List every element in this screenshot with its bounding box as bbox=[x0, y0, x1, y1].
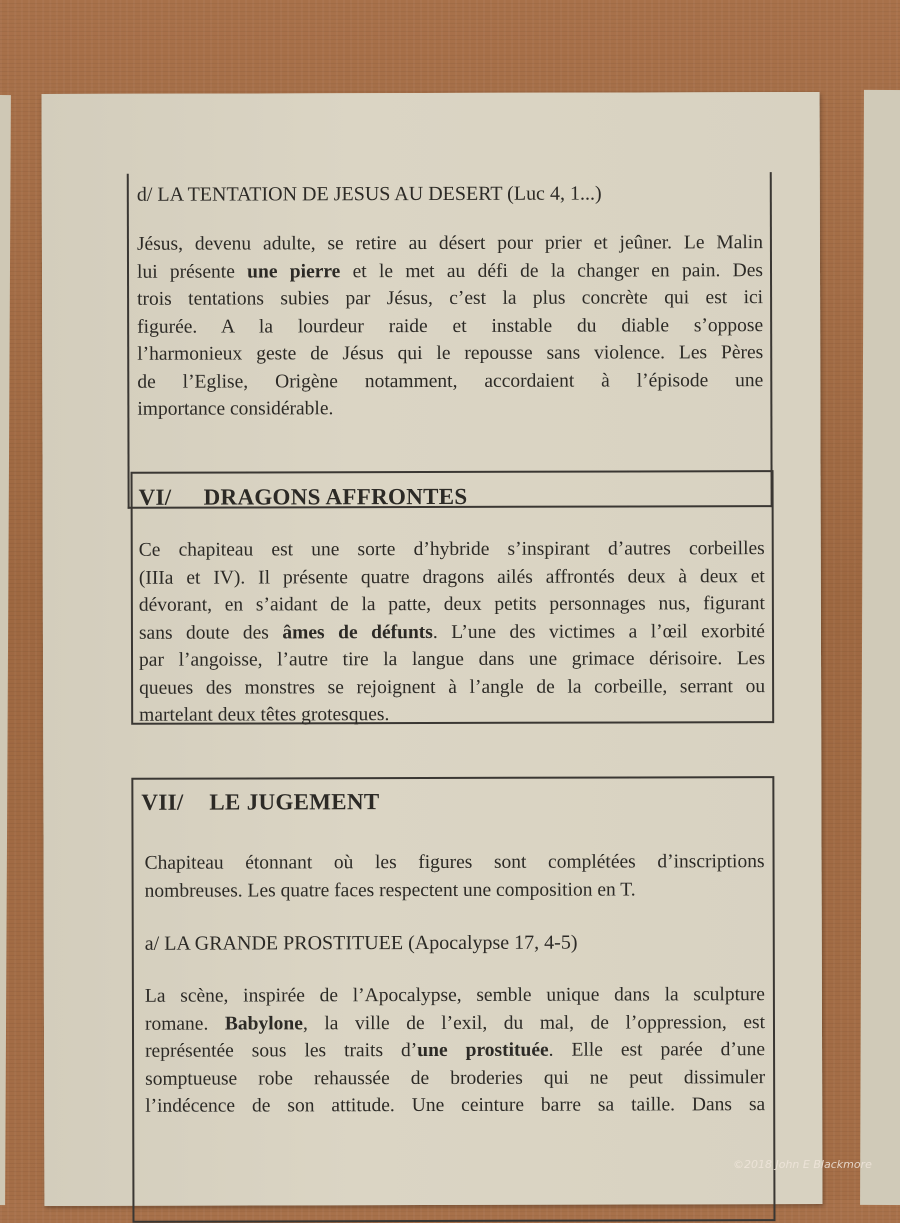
adjacent-paper-left bbox=[0, 95, 11, 1205]
body-text: romane. bbox=[144, 1013, 225, 1035]
emphasis-text: une prostituée bbox=[417, 1039, 549, 1062]
adjacent-paper-right bbox=[860, 90, 900, 1205]
body-text: , la ville de l’exil, du mal, de l’oppression, est bbox=[302, 1011, 766, 1034]
information-sheet bbox=[42, 92, 823, 1206]
section-d-subheading: d/ LA TENTATION DE JESUS AU DESERT (Luc 4, 1...) bbox=[136, 182, 602, 206]
body-text: sans doute des bbox=[138, 621, 283, 644]
section-vii-line bbox=[145, 1036, 765, 1065]
section-vii-line: somptueuse robe rehaussée de broderies qui ne peut dissimuler bbox=[145, 1066, 766, 1090]
section-d-line: importance considérable. bbox=[137, 398, 334, 420]
section-vii-line: l’indécence de son attitude. Une ceinture barre sa taille. Dans sa bbox=[145, 1094, 766, 1117]
section-vi-line: Ce chapiteau est une sorte d’hybride s’inspirant d’autres corbeilles bbox=[138, 538, 765, 561]
section-vi-title: DRAGONS AFFRONTES bbox=[203, 483, 468, 510]
section-vii-line: La scène, inspirée de l’Apocalypse, semble unique dans la sculpture bbox=[144, 984, 765, 1007]
section-vi-line: (IIIa et IV). Il présente quatre dragons ailés affrontés deux à deux et bbox=[138, 565, 765, 589]
section-vii-title: LE JUGEMENT bbox=[209, 789, 380, 815]
section-vi-line: queues des monstres se rejoignent à l’angle de la corbeille, serrant ou bbox=[139, 675, 766, 699]
section-vi-line: dévorant, en s’aidant de la patte, deux petits personnages nus, figurant bbox=[138, 593, 765, 616]
section-d-line bbox=[137, 257, 763, 286]
section-vii-intro-line: Chapiteau étonnant où les figures sont complétées d’inscriptions bbox=[144, 851, 765, 874]
section-vii-intro-line: nombreuses. Les quatre faces respectent une composition en T. bbox=[144, 878, 636, 902]
body-text: . Elle est parée d’une bbox=[548, 1039, 766, 1061]
emphasis-text: une pierre bbox=[247, 260, 341, 282]
section-d-line: de l’Eglise, Origène notamment, accordaient à l’épisode une bbox=[137, 369, 764, 393]
section-d-line: l’harmonieux geste de Jésus qui le repousse sans violence. Les Pères bbox=[137, 342, 764, 365]
section-d-line: Jésus, devenu adulte, se retire au désert pour prier et jeûner. Le Malin bbox=[136, 232, 763, 255]
emphasis-text: Babylone bbox=[224, 1012, 303, 1035]
section-vii-line bbox=[145, 1009, 765, 1038]
section-vii-subheading: a/ LA GRANDE PROSTITUEE (Apocalypse 17, 4-5) bbox=[144, 931, 578, 955]
section-vi-number: VI/ bbox=[138, 484, 172, 510]
body-text: . L’une des victimes a l’œil exorbité bbox=[432, 620, 765, 643]
section-vii-number: VII/ bbox=[141, 789, 184, 815]
section-vi-line: martelant deux têtes grotesques. bbox=[139, 704, 390, 726]
section-d-line: trois tentations subies par Jésus, c’est la plus concrète qui est ici bbox=[137, 287, 764, 310]
copyright-watermark: ©2018 John E Blackmore bbox=[733, 1158, 872, 1171]
emphasis-text: âmes de défunts bbox=[282, 621, 433, 643]
body-text: représentée sous les traits d’ bbox=[145, 1040, 418, 1062]
body-text: lui présente bbox=[136, 260, 248, 283]
section-d-line: figurée. A la lourdeur raide et instable du diable s’oppose bbox=[137, 314, 764, 338]
section-vi-line: par l’angoisse, l’autre tire la langue dans une grimace dérisoire. Les bbox=[139, 648, 766, 671]
body-text: et le met au défi de la changer en pain. Des bbox=[340, 259, 764, 282]
section-vi-line bbox=[139, 618, 765, 647]
